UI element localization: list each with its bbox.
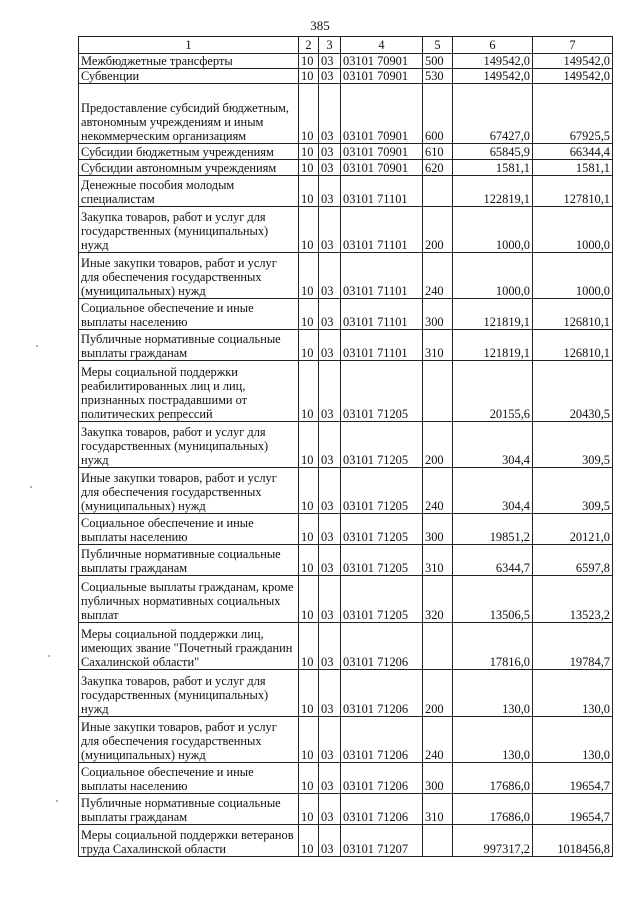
scan-speck <box>56 800 58 802</box>
row-c3-cell: 03 <box>319 763 341 794</box>
row-c4-cell: 03101 71205 <box>341 361 423 422</box>
row-c2-cell: 10 <box>299 468 319 514</box>
row-c6-cell: 121819,1 <box>453 330 533 361</box>
row-c4-cell: 03101 71206 <box>341 717 423 763</box>
row-c2-cell: 10 <box>299 299 319 330</box>
row-c5-cell: 610 <box>423 144 453 160</box>
row-c3-cell: 03 <box>319 144 341 160</box>
row-c3-cell: 03 <box>319 422 341 468</box>
row-c3-cell: 03 <box>319 253 341 299</box>
row-c5-cell: 600 <box>423 84 453 144</box>
row-c6-cell: 13506,5 <box>453 576 533 623</box>
row-c2-cell: 10 <box>299 69 319 84</box>
row-c7-cell: 6597,8 <box>533 545 613 576</box>
row-c2-cell: 10 <box>299 160 319 176</box>
row-c6-cell: 121819,1 <box>453 299 533 330</box>
row-c4-cell: 03101 71205 <box>341 422 423 468</box>
table-row <box>79 160 613 176</box>
table-row <box>79 825 613 857</box>
row-c3-cell: 03 <box>319 545 341 576</box>
row-c5-cell: 310 <box>423 545 453 576</box>
row-c3-cell: 03 <box>319 84 341 144</box>
row-c7-cell: 126810,1 <box>533 330 613 361</box>
table-row <box>79 763 613 794</box>
row-name-cell: Иные закупки товаров, работ и услуг для обеспечения государственных (муниципальных) нужд <box>79 253 299 299</box>
row-c7-cell: 130,0 <box>533 670 613 717</box>
row-name-cell: Предоставление субсидий бюджетным, автономным учреждениям и иным некоммерческим организациям <box>79 84 299 144</box>
row-c3-cell: 03 <box>319 794 341 825</box>
scan-speck <box>30 486 32 488</box>
row-c2-cell: 10 <box>299 623 319 670</box>
row-c6-cell: 997317,2 <box>453 825 533 857</box>
row-name-cell: Денежные пособия молодым специалистам <box>79 176 299 207</box>
table-row <box>79 69 613 84</box>
row-c4-cell: 03101 71101 <box>341 253 423 299</box>
row-c5-cell: 310 <box>423 330 453 361</box>
row-c4-cell: 03101 71206 <box>341 763 423 794</box>
row-c6-cell: 17686,0 <box>453 794 533 825</box>
row-c7-cell: 19654,7 <box>533 794 613 825</box>
table-row <box>79 545 613 576</box>
row-c7-cell: 20430,5 <box>533 361 613 422</box>
row-c5-cell: 240 <box>423 253 453 299</box>
row-c6-cell: 304,4 <box>453 468 533 514</box>
row-c7-cell: 13523,2 <box>533 576 613 623</box>
row-c2-cell: 10 <box>299 253 319 299</box>
row-name-cell: Закупка товаров, работ и услуг для государственных (муниципальных) нужд <box>79 422 299 468</box>
table-row <box>79 670 613 717</box>
row-c2-cell: 10 <box>299 717 319 763</box>
row-name-cell: Межбюджетные трансферты <box>79 54 299 69</box>
budget-table <box>78 36 613 857</box>
row-c4-cell: 03101 71101 <box>341 299 423 330</box>
row-c6-cell: 304,4 <box>453 422 533 468</box>
row-c4-cell: 03101 70901 <box>341 84 423 144</box>
row-c3-cell: 03 <box>319 160 341 176</box>
row-c7-cell: 127810,1 <box>533 176 613 207</box>
row-c2-cell: 10 <box>299 794 319 825</box>
row-name-cell: Меры социальной поддержки реабилитированных лиц и лиц, признанных пострадавшими от политических репрессий <box>79 361 299 422</box>
row-name-cell: Субвенции <box>79 69 299 84</box>
row-c7-cell: 1581,1 <box>533 160 613 176</box>
column-header: 6 <box>453 37 533 54</box>
header-row <box>79 37 613 54</box>
row-c2-cell: 10 <box>299 84 319 144</box>
row-c3-cell: 03 <box>319 717 341 763</box>
row-c5-cell <box>423 176 453 207</box>
row-c5-cell: 620 <box>423 160 453 176</box>
row-c3-cell: 03 <box>319 514 341 545</box>
row-name-cell: Публичные нормативные социальные выплаты гражданам <box>79 794 299 825</box>
row-c3-cell: 03 <box>319 330 341 361</box>
row-c7-cell: 126810,1 <box>533 299 613 330</box>
scan-speck <box>36 345 38 347</box>
row-c2-cell: 10 <box>299 176 319 207</box>
row-name-cell: Социальное обеспечение и иные выплаты населению <box>79 299 299 330</box>
row-name-cell: Социальные выплаты гражданам, кроме публичных нормативных социальных выплат <box>79 576 299 623</box>
row-c4-cell: 03101 71207 <box>341 825 423 857</box>
row-c6-cell: 19851,2 <box>453 514 533 545</box>
row-c5-cell: 240 <box>423 717 453 763</box>
table-row <box>79 361 613 422</box>
row-c2-cell: 10 <box>299 54 319 69</box>
row-name-cell: Меры социальной поддержки лиц, имеющих звание "Почетный гражданин Сахалинской области" <box>79 623 299 670</box>
row-c7-cell: 19654,7 <box>533 763 613 794</box>
row-c4-cell: 03101 71206 <box>341 623 423 670</box>
row-c5-cell: 300 <box>423 514 453 545</box>
row-c7-cell: 309,5 <box>533 468 613 514</box>
row-c6-cell: 6344,7 <box>453 545 533 576</box>
table-row <box>79 84 613 144</box>
row-c7-cell: 1000,0 <box>533 207 613 253</box>
row-c2-cell: 10 <box>299 422 319 468</box>
page-number: 385 <box>310 18 330 33</box>
row-c7-cell: 20121,0 <box>533 514 613 545</box>
row-c7-cell: 309,5 <box>533 422 613 468</box>
column-header: 2 <box>299 37 319 54</box>
table-row <box>79 717 613 763</box>
row-c3-cell: 03 <box>319 54 341 69</box>
row-c2-cell: 10 <box>299 361 319 422</box>
row-c4-cell: 03101 71205 <box>341 576 423 623</box>
row-c7-cell: 130,0 <box>533 717 613 763</box>
table-row <box>79 623 613 670</box>
row-name-cell: Публичные нормативные социальные выплаты гражданам <box>79 545 299 576</box>
row-c3-cell: 03 <box>319 670 341 717</box>
row-c6-cell: 149542,0 <box>453 54 533 69</box>
row-c3-cell: 03 <box>319 176 341 207</box>
table-row <box>79 422 613 468</box>
row-c5-cell <box>423 361 453 422</box>
row-c2-cell: 10 <box>299 545 319 576</box>
row-name-cell: Закупка товаров, работ и услуг для государственных (муниципальных) нужд <box>79 670 299 717</box>
row-c6-cell: 130,0 <box>453 670 533 717</box>
row-c2-cell: 10 <box>299 207 319 253</box>
row-c2-cell: 10 <box>299 763 319 794</box>
table-row <box>79 299 613 330</box>
row-c7-cell: 19784,7 <box>533 623 613 670</box>
row-c6-cell: 67427,0 <box>453 84 533 144</box>
table-body <box>79 54 613 857</box>
row-c3-cell: 03 <box>319 576 341 623</box>
row-c5-cell: 530 <box>423 69 453 84</box>
row-c4-cell: 03101 71205 <box>341 545 423 576</box>
table-row <box>79 514 613 545</box>
row-c7-cell: 1000,0 <box>533 253 613 299</box>
column-header: 3 <box>319 37 341 54</box>
row-c3-cell: 03 <box>319 69 341 84</box>
row-c4-cell: 03101 71206 <box>341 670 423 717</box>
row-c5-cell <box>423 623 453 670</box>
column-header: 1 <box>79 37 299 54</box>
row-c5-cell: 500 <box>423 54 453 69</box>
row-c3-cell: 03 <box>319 207 341 253</box>
table-row <box>79 794 613 825</box>
row-c5-cell: 300 <box>423 299 453 330</box>
column-header: 7 <box>533 37 613 54</box>
row-c4-cell: 03101 71206 <box>341 794 423 825</box>
table-row <box>79 468 613 514</box>
row-c6-cell: 20155,6 <box>453 361 533 422</box>
table-row <box>79 576 613 623</box>
row-c2-cell: 10 <box>299 330 319 361</box>
row-c4-cell: 03101 71205 <box>341 468 423 514</box>
row-c4-cell: 03101 70901 <box>341 160 423 176</box>
row-c2-cell: 10 <box>299 576 319 623</box>
row-c7-cell: 67925,5 <box>533 84 613 144</box>
row-c7-cell: 1018456,8 <box>533 825 613 857</box>
row-c3-cell: 03 <box>319 623 341 670</box>
row-c6-cell: 122819,1 <box>453 176 533 207</box>
row-c4-cell: 03101 71205 <box>341 514 423 545</box>
row-c4-cell: 03101 71101 <box>341 330 423 361</box>
row-name-cell: Иные закупки товаров, работ и услуг для обеспечения государственных (муниципальных) нужд <box>79 468 299 514</box>
row-c5-cell: 240 <box>423 468 453 514</box>
row-c3-cell: 03 <box>319 468 341 514</box>
row-c5-cell: 320 <box>423 576 453 623</box>
row-c3-cell: 03 <box>319 825 341 857</box>
row-c7-cell: 149542,0 <box>533 54 613 69</box>
row-c2-cell: 10 <box>299 670 319 717</box>
row-c6-cell: 1581,1 <box>453 160 533 176</box>
row-c4-cell: 03101 70901 <box>341 144 423 160</box>
row-c6-cell: 65845,9 <box>453 144 533 160</box>
scan-speck <box>48 655 50 657</box>
row-c6-cell: 1000,0 <box>453 253 533 299</box>
column-header: 4 <box>341 37 423 54</box>
row-c2-cell: 10 <box>299 514 319 545</box>
row-c7-cell: 66344,4 <box>533 144 613 160</box>
row-c3-cell: 03 <box>319 299 341 330</box>
row-c6-cell: 130,0 <box>453 717 533 763</box>
row-c3-cell: 03 <box>319 361 341 422</box>
row-c6-cell: 17816,0 <box>453 623 533 670</box>
row-c5-cell <box>423 825 453 857</box>
row-c4-cell: 03101 71101 <box>341 176 423 207</box>
table-row <box>79 176 613 207</box>
row-c6-cell: 149542,0 <box>453 69 533 84</box>
row-name-cell: Социальное обеспечение и иные выплаты населению <box>79 763 299 794</box>
row-c5-cell: 300 <box>423 763 453 794</box>
table-row <box>79 144 613 160</box>
row-c6-cell: 17686,0 <box>453 763 533 794</box>
row-c7-cell: 149542,0 <box>533 69 613 84</box>
row-c6-cell: 1000,0 <box>453 207 533 253</box>
table-row <box>79 253 613 299</box>
row-name-cell: Субсидии автономным учреждениям <box>79 160 299 176</box>
row-name-cell: Меры социальной поддержки ветеранов труда Сахалинской области <box>79 825 299 857</box>
row-c4-cell: 03101 70901 <box>341 54 423 69</box>
row-c2-cell: 10 <box>299 825 319 857</box>
row-c5-cell: 200 <box>423 670 453 717</box>
row-c5-cell: 310 <box>423 794 453 825</box>
row-name-cell: Закупка товаров, работ и услуг для государственных (муниципальных) нужд <box>79 207 299 253</box>
table-row <box>79 207 613 253</box>
row-name-cell: Социальное обеспечение и иные выплаты населению <box>79 514 299 545</box>
table-row <box>79 54 613 69</box>
row-name-cell: Субсидии бюджетным учреждениям <box>79 144 299 160</box>
row-c4-cell: 03101 71101 <box>341 207 423 253</box>
column-header: 5 <box>423 37 453 54</box>
row-c5-cell: 200 <box>423 207 453 253</box>
row-name-cell: Публичные нормативные социальные выплаты гражданам <box>79 330 299 361</box>
row-c2-cell: 10 <box>299 144 319 160</box>
row-c5-cell: 200 <box>423 422 453 468</box>
table-row <box>79 330 613 361</box>
row-c4-cell: 03101 70901 <box>341 69 423 84</box>
row-name-cell: Иные закупки товаров, работ и услуг для обеспечения государственных (муниципальных) нужд <box>79 717 299 763</box>
